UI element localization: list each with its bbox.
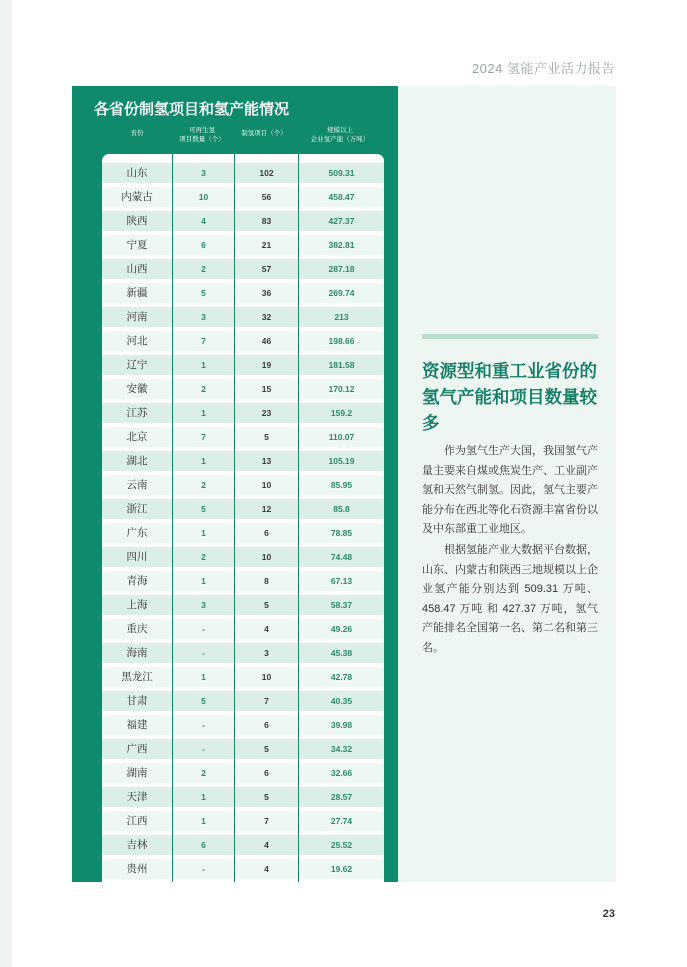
capacity-cell: 58.37	[299, 595, 384, 615]
capacity-cell: 74.48	[299, 547, 384, 567]
province-cell: 广东	[102, 523, 172, 543]
capacity-cell: 67.13	[299, 571, 384, 591]
province-cell: 广西	[102, 739, 172, 759]
capacity-cell: 39.98	[299, 715, 384, 735]
province-cell: 宁夏	[102, 235, 172, 255]
renewable-count-cell: 6	[173, 235, 234, 255]
project-count-cell: 46	[235, 331, 298, 351]
capacity-cell: 34.32	[299, 739, 384, 759]
table-row	[102, 401, 384, 425]
province-cell: 重庆	[102, 619, 172, 639]
table-row	[102, 329, 384, 353]
project-count-cell: 102	[235, 163, 298, 183]
renewable-count-cell: 1	[173, 571, 234, 591]
province-cell: 四川	[102, 547, 172, 567]
capacity-cell: 181.58	[299, 355, 384, 375]
project-count-cell: 6	[235, 763, 298, 783]
project-count-cell: 5	[235, 739, 298, 759]
project-count-cell: 10	[235, 667, 298, 687]
renewable-count-cell: -	[173, 739, 234, 759]
project-count-cell: 7	[235, 811, 298, 831]
province-cell: 吉林	[102, 835, 172, 855]
capacity-cell: 269.74	[299, 283, 384, 303]
capacity-cell: 170.12	[299, 379, 384, 399]
project-count-cell: 8	[235, 571, 298, 591]
table-row	[102, 641, 384, 665]
capacity-cell: 25.52	[299, 835, 384, 855]
project-count-cell: 13	[235, 451, 298, 471]
table-row	[102, 809, 384, 833]
table-row	[102, 353, 384, 377]
capacity-cell: 28.57	[299, 787, 384, 807]
table-row	[102, 161, 384, 185]
capacity-cell: 213	[299, 307, 384, 327]
renewable-count-cell: 1	[173, 403, 234, 423]
body-paragraph-1: 作为氢气生产大国，我国氢气产量主要来自煤或焦炭生产、工业副产氢和天然气制氢。因此，氢气主要产能分布在西北等化石资源丰富省份以及中东部重工业地区。	[422, 445, 598, 535]
renewable-count-cell: 5	[173, 499, 234, 519]
renewable-count-cell: 5	[173, 691, 234, 711]
project-count-cell: 4	[235, 835, 298, 855]
table-row	[102, 593, 384, 617]
column-header-capacity: 规模以上 企业氢产能（万吨）	[310, 127, 370, 143]
province-cell: 天津	[102, 787, 172, 807]
column-header-renewable: 可再生氢 项目数量（个）	[179, 127, 225, 143]
page-margin-strip	[0, 0, 12, 967]
renewable-count-cell: 10	[173, 187, 234, 207]
province-cell: 上海	[102, 595, 172, 615]
renewable-count-cell: 3	[173, 595, 234, 615]
table-body	[102, 154, 384, 882]
province-cell: 山西	[102, 259, 172, 279]
project-count-cell: 56	[235, 187, 298, 207]
table-row	[102, 833, 384, 857]
project-count-cell: 23	[235, 403, 298, 423]
body-paragraph-2: 根据氢能产业大数据平台数据，山东、内蒙古和陕西三地规模以上企业氢产能分别达到 509.31 万吨、458.47 万吨 和 427.37 万吨，氢气产能排名全国第一名、第二名和第三名。	[422, 544, 598, 654]
table-row	[102, 449, 384, 473]
column-divider	[172, 154, 173, 882]
renewable-count-cell: -	[173, 643, 234, 663]
province-cell: 福建	[102, 715, 172, 735]
table-row	[102, 761, 384, 785]
project-count-cell: 3	[235, 643, 298, 663]
province-cell: 江苏	[102, 403, 172, 423]
renewable-count-cell: 2	[173, 763, 234, 783]
renewable-count-cell: 1	[173, 667, 234, 687]
table-row	[102, 713, 384, 737]
table-row	[102, 497, 384, 521]
renewable-count-cell: 2	[173, 259, 234, 279]
project-count-cell: 4	[235, 859, 298, 879]
province-cell: 河北	[102, 331, 172, 351]
project-count-cell: 83	[235, 211, 298, 231]
table-row	[102, 569, 384, 593]
province-cell: 青海	[102, 571, 172, 591]
renewable-count-cell: 2	[173, 379, 234, 399]
renewable-count-cell: -	[173, 715, 234, 735]
section-heading: 资源型和重工业省份的氢气产能和项目数量较多	[422, 361, 597, 433]
renewable-count-cell: 1	[173, 811, 234, 831]
project-count-cell: 10	[235, 547, 298, 567]
project-count-cell: 19	[235, 355, 298, 375]
capacity-cell: 19.62	[299, 859, 384, 879]
renewable-count-cell: 1	[173, 787, 234, 807]
renewable-count-cell: 3	[173, 163, 234, 183]
capacity-cell: 287.18	[299, 259, 384, 279]
province-cell: 新疆	[102, 283, 172, 303]
table-row	[102, 305, 384, 329]
column-divider	[298, 154, 299, 882]
province-cell: 安徽	[102, 379, 172, 399]
province-cell: 湖南	[102, 763, 172, 783]
table-row	[102, 425, 384, 449]
section-divider	[422, 334, 598, 339]
capacity-cell: 382.81	[299, 235, 384, 255]
capacity-cell: 509.31	[299, 163, 384, 183]
table-row	[102, 737, 384, 761]
project-count-cell: 36	[235, 283, 298, 303]
renewable-count-cell: 1	[173, 355, 234, 375]
capacity-cell: 458.47	[299, 187, 384, 207]
renewable-count-cell: -	[173, 619, 234, 639]
capacity-cell: 198.66	[299, 331, 384, 351]
capacity-cell: 32.66	[299, 763, 384, 783]
province-cell: 山东	[102, 163, 172, 183]
table-row	[102, 233, 384, 257]
capacity-cell: 45.38	[299, 643, 384, 663]
project-count-cell: 6	[235, 715, 298, 735]
renewable-count-cell: 7	[173, 427, 234, 447]
capacity-cell: 110.07	[299, 427, 384, 447]
province-cell: 北京	[102, 427, 172, 447]
table-row	[102, 377, 384, 401]
table-row	[102, 257, 384, 281]
project-count-cell: 32	[235, 307, 298, 327]
column-divider	[234, 154, 235, 882]
province-cell: 湖北	[102, 451, 172, 471]
renewable-count-cell: 7	[173, 331, 234, 351]
province-table-panel	[72, 86, 398, 882]
table-title: 各省份制氢项目和氢产能情况	[94, 101, 290, 118]
project-count-cell: 15	[235, 379, 298, 399]
table-row	[102, 281, 384, 305]
project-count-cell: 57	[235, 259, 298, 279]
table-row	[102, 185, 384, 209]
table-row	[102, 209, 384, 233]
project-count-cell: 5	[235, 427, 298, 447]
project-count-cell: 5	[235, 595, 298, 615]
renewable-count-cell: 1	[173, 523, 234, 543]
capacity-cell: 159.2	[299, 403, 384, 423]
renewable-count-cell: 2	[173, 475, 234, 495]
table-row	[102, 617, 384, 641]
capacity-cell: 49.26	[299, 619, 384, 639]
renewable-count-cell: 4	[173, 211, 234, 231]
capacity-cell: 85.95	[299, 475, 384, 495]
province-cell: 黑龙江	[102, 667, 172, 687]
project-count-cell: 4	[235, 619, 298, 639]
report-title: 2024 氢能产业活力报告	[471, 61, 615, 76]
province-cell: 陕西	[102, 211, 172, 231]
table-row	[102, 545, 384, 569]
page-number: 23	[602, 908, 615, 920]
capacity-cell: 42.78	[299, 667, 384, 687]
project-count-cell: 6	[235, 523, 298, 543]
table-row	[102, 689, 384, 713]
table-row	[102, 521, 384, 545]
table-row	[102, 857, 384, 881]
column-header-projects: 制氢项目（个）	[241, 130, 287, 137]
table-row	[102, 785, 384, 809]
capacity-cell: 105.19	[299, 451, 384, 471]
project-count-cell: 12	[235, 499, 298, 519]
province-cell: 河南	[102, 307, 172, 327]
renewable-count-cell: 2	[173, 547, 234, 567]
table-row	[102, 473, 384, 497]
province-cell: 海南	[102, 643, 172, 663]
province-cell: 江西	[102, 811, 172, 831]
renewable-count-cell: -	[173, 859, 234, 879]
province-cell: 辽宁	[102, 355, 172, 375]
province-cell: 云南	[102, 475, 172, 495]
column-header-province: 省份	[130, 130, 144, 137]
capacity-cell: 27.74	[299, 811, 384, 831]
renewable-count-cell: 5	[173, 283, 234, 303]
table-row	[102, 665, 384, 689]
capacity-cell: 40.35	[299, 691, 384, 711]
renewable-count-cell: 3	[173, 307, 234, 327]
project-count-cell: 7	[235, 691, 298, 711]
province-cell: 内蒙古	[102, 187, 172, 207]
project-count-cell: 5	[235, 787, 298, 807]
province-cell: 甘肃	[102, 691, 172, 711]
capacity-cell: 85.8	[299, 499, 384, 519]
capacity-cell: 427.37	[299, 211, 384, 231]
renewable-count-cell: 1	[173, 451, 234, 471]
capacity-cell: 78.85	[299, 523, 384, 543]
project-count-cell: 21	[235, 235, 298, 255]
project-count-cell: 10	[235, 475, 298, 495]
province-cell: 浙江	[102, 499, 172, 519]
province-cell: 贵州	[102, 859, 172, 879]
renewable-count-cell: 6	[173, 835, 234, 855]
